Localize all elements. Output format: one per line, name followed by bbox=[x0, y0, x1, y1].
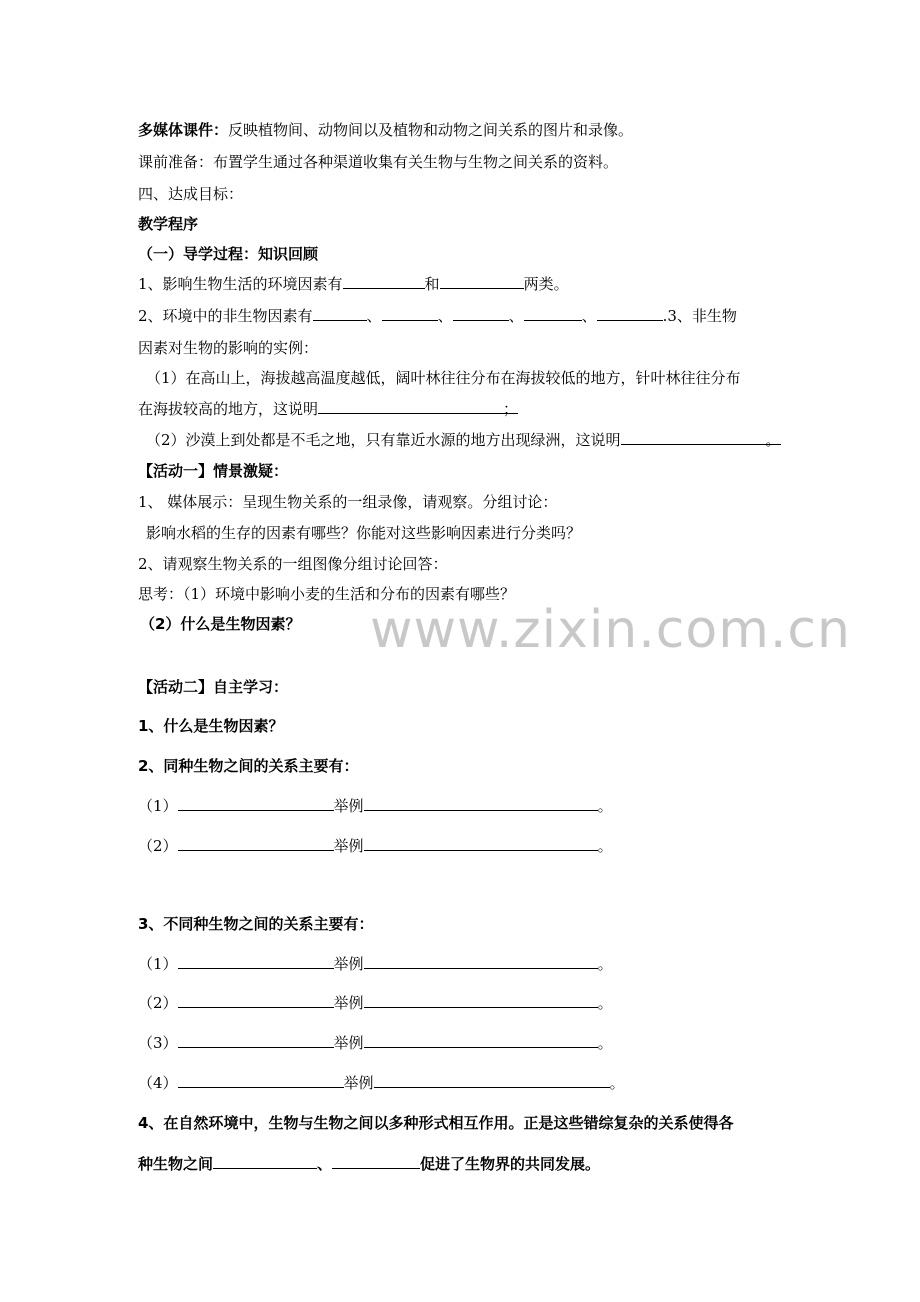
blank[interactable] bbox=[597, 306, 663, 321]
blank[interactable] bbox=[524, 306, 582, 321]
blank[interactable] bbox=[364, 993, 598, 1008]
row-number: （2） bbox=[138, 837, 178, 855]
q1-text: 1、影响生物生活的环境因素有 bbox=[138, 275, 343, 293]
blank[interactable] bbox=[178, 1073, 344, 1088]
blank[interactable] bbox=[374, 1073, 610, 1088]
guide-q2-cont: 因素对生物的影响的实例： bbox=[138, 339, 319, 357]
multimedia-text: 反映植物间、动物间以及植物和动物之间关系的图片和录像。 bbox=[228, 121, 634, 139]
guide-q1 bbox=[138, 274, 569, 294]
blank[interactable] bbox=[453, 306, 509, 321]
row-number: （3） bbox=[138, 1034, 178, 1052]
activity2-q4-line1: 4、在自然环境中，生物与生物之间以多种形式相互作用。正是这些错综复杂的关系使得各 bbox=[138, 1114, 734, 1132]
q1-and: 和 bbox=[424, 275, 440, 293]
activity2-q3: 3、不同种生物之间的关系主要有： bbox=[138, 915, 374, 933]
activity1-think: 思考：（1）环境中影响小麦的生活和分布的因素有哪些？ bbox=[138, 585, 516, 603]
row-end: 。 bbox=[597, 955, 613, 973]
q4-text: 种生物之间 bbox=[138, 1155, 214, 1173]
example-label: 举例 bbox=[333, 837, 364, 855]
example-label: 举例 bbox=[333, 1034, 364, 1052]
row-number: （1） bbox=[138, 955, 178, 973]
row-end: 。 bbox=[597, 837, 613, 855]
blank[interactable] bbox=[382, 306, 438, 321]
q4-sep: 、 bbox=[317, 1155, 333, 1173]
diff-species-row-3 bbox=[138, 1033, 613, 1053]
activity2-q1: 1、什么是生物因素？ bbox=[138, 717, 284, 735]
activity1-item1: 1、 媒体展示：呈现生物关系的一组录像，请观察。分组讨论： bbox=[138, 493, 558, 511]
row-number: （2） bbox=[138, 994, 178, 1012]
blank[interactable] bbox=[178, 1033, 334, 1048]
guide-q2 bbox=[138, 306, 737, 326]
same-species-row-2 bbox=[138, 836, 613, 856]
activity2-q2: 2、同种生物之间的关系主要有： bbox=[138, 757, 359, 775]
q2-end: .3、非生物 bbox=[662, 307, 737, 325]
sep: 、 bbox=[437, 307, 453, 325]
example-label: 举例 bbox=[333, 955, 364, 973]
sep: 、 bbox=[508, 307, 524, 325]
activity1-item2: 2、请观察生物关系的一组图像分组讨论回答： bbox=[138, 555, 448, 573]
sep: 、 bbox=[366, 307, 382, 325]
example-label: 举例 bbox=[333, 994, 364, 1012]
diff-species-row-4 bbox=[138, 1073, 625, 1093]
ex1-end: ； bbox=[503, 400, 519, 418]
blank[interactable] bbox=[621, 430, 781, 449]
blank[interactable] bbox=[213, 1154, 317, 1169]
guide-heading: （一）导学过程：知识回顾 bbox=[138, 245, 319, 263]
blank[interactable] bbox=[178, 796, 334, 811]
multimedia-line bbox=[138, 120, 633, 140]
q1-end: 两类。 bbox=[523, 275, 569, 293]
row-number: （4） bbox=[138, 1074, 178, 1092]
goal-line: 四、达成目标： bbox=[138, 185, 244, 203]
row-end: 。 bbox=[597, 1034, 613, 1052]
ex2-text: （2）沙漠上到处都是不毛之地，只有靠近水源的地方出现绿洲，这说明 bbox=[146, 431, 621, 449]
q2-text: 2、环境中的非生物因素有 bbox=[138, 307, 313, 325]
ex2-end: 。 bbox=[765, 431, 781, 449]
preclass-line: 课前准备：布置学生通过各种渠道收集有关生物与生物之间关系的资料。 bbox=[138, 153, 619, 171]
blank[interactable] bbox=[364, 836, 598, 851]
ex1-text: 在海拔较高的地方，这说明 bbox=[138, 400, 319, 418]
example-label: 举例 bbox=[333, 797, 364, 815]
blank[interactable] bbox=[318, 399, 519, 418]
activity1-item1-question: 影响水稻的生存的因素有哪些？你能对这些影响因素进行分类吗？ bbox=[146, 524, 582, 542]
program-heading: 教学程序 bbox=[138, 215, 199, 233]
watermark: www.zixin.com.cn bbox=[370, 600, 851, 660]
blank[interactable] bbox=[343, 274, 425, 289]
row-end: 。 bbox=[597, 994, 613, 1012]
blank[interactable] bbox=[440, 274, 524, 289]
blank[interactable] bbox=[364, 796, 598, 811]
sep: 、 bbox=[581, 307, 597, 325]
blank[interactable] bbox=[313, 306, 367, 321]
blank[interactable] bbox=[332, 1154, 420, 1169]
same-species-row-1 bbox=[138, 796, 613, 816]
diff-species-row-1 bbox=[138, 954, 613, 974]
row-end: 。 bbox=[597, 797, 613, 815]
row-end: 。 bbox=[609, 1074, 625, 1092]
activity2-q4-line2 bbox=[138, 1154, 600, 1174]
blank[interactable] bbox=[364, 954, 598, 969]
blank[interactable] bbox=[178, 836, 334, 851]
activity1-think2: （2）什么是生物因素？ bbox=[140, 615, 301, 633]
row-number: （1） bbox=[138, 797, 178, 815]
activity1-heading: 【活动一】情景激疑： bbox=[138, 462, 289, 480]
activity2-heading: 【活动二】自主学习： bbox=[138, 678, 289, 696]
example1-line2 bbox=[138, 399, 518, 419]
example2-line bbox=[146, 430, 781, 450]
blank[interactable] bbox=[364, 1033, 598, 1048]
diff-species-row-2 bbox=[138, 993, 613, 1013]
example-label: 举例 bbox=[343, 1074, 374, 1092]
example1-line1: （1）在高山上，海拔越高温度越低，阔叶林往往分布在海拔较低的地方，针叶林往往分布 bbox=[146, 369, 741, 387]
q4-end: 促进了生物界的共同发展。 bbox=[420, 1155, 601, 1173]
blank[interactable] bbox=[178, 954, 334, 969]
blank[interactable] bbox=[178, 993, 334, 1008]
multimedia-label: 多媒体课件： bbox=[138, 121, 229, 139]
